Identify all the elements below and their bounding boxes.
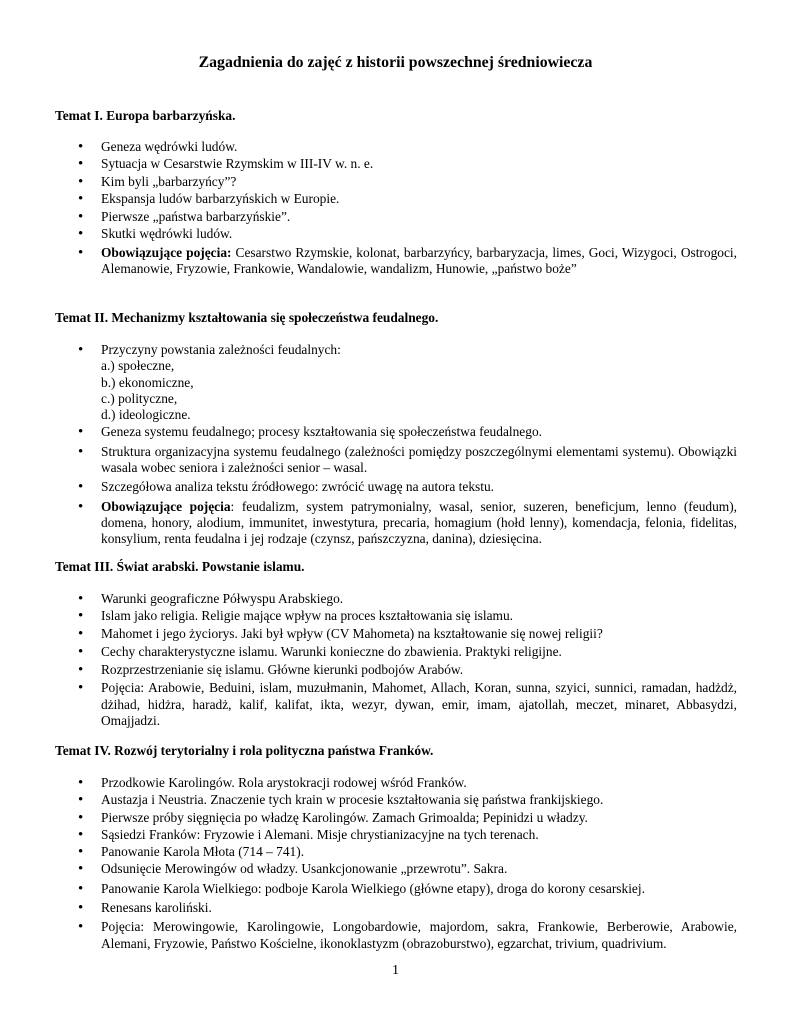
page-number: 1 — [392, 963, 399, 978]
list-item: • Odsunięcie Merowingów od władzy. Usankcjonowanie „przewrotu”. Sakra. — [101, 861, 737, 877]
list-item: • Panowanie Karola Młota (714 – 741). — [101, 844, 737, 860]
list-item: • Pojęcia: Merowingowie, Karolingowie, Longobardowie, majordom, sakra, Frankowie, Berberowie, Arabowie, Alemani, Fryzowie, Państwo Kościelne, ikonoklastyzm (obrazoburstwo), egzarchat, trivium, quadrivium. — [101, 919, 737, 952]
section-heading-1: Temat I. Europa barbarzyńska. — [55, 108, 236, 123]
list-item: • Obowiązujące pojęcia: feudalizm, system patrymonialny, wasal, senior, suzeren, beneficjum, lenno (feudum), domena, honory, alodium, immunitet, inwestytura, precaria, homagium (hołd lenny), komendacja, felonia, fidelitas, konsylium, renta feudalna i jej rodzaje (czynsz, pańszczyzna, danina), dziesięcina. — [101, 499, 737, 548]
list-item: • Mahomet i jego życiorys. Jaki był wpływ (CV Mahometa) na kształtowanie się nowej religii? — [101, 626, 737, 642]
list-item: • Warunki geograficzne Półwyspu Arabskiego. — [101, 591, 737, 607]
sub-item: d.) ideologiczne. — [101, 407, 191, 423]
section-1-list — [101, 139, 737, 277]
list-item: • Renesans karoliński. — [101, 900, 737, 916]
section-heading-2: Temat II. Mechanizmy kształtowania się społeczeństwa feudalnego. — [55, 310, 439, 325]
list-item: • Struktura organizacyjna systemu feudalnego (zależności pomiędzy poszczególnymi elementami systemu). Obowiązki wasala wobec seniora i zależności senior – wasal. — [101, 444, 737, 477]
list-item: • Cechy charakterystyczne islamu. Warunki konieczne do zbawienia. Praktyki religijne. — [101, 644, 737, 660]
section-3-list — [101, 591, 737, 729]
sub-item: c.) polityczne, — [101, 390, 178, 406]
list-item: • Szczegółowa analiza tekstu źródłowego: zwrócić uwagę na autora tekstu. — [101, 479, 737, 495]
list-item: • Austazja i Neustria. Znaczenie tych krain w procesie kształtowania się państwa frankijskiego. — [101, 792, 737, 808]
list-item: • Kim byli „barbarzyńcy”? — [101, 174, 737, 190]
list-item: • Przyczyny powstania zależności feudalnych: a.) społeczne, b.) ekonomiczne, c.) polityczne, d.) ideologiczne. — [101, 342, 737, 423]
sub-item: a.) społeczne, — [101, 358, 175, 374]
page-title: Zagadnienia do zajęć z historii powszechnej średniowiecza — [198, 54, 593, 71]
list-item: • Sytuacja w Cesarstwie Rzymskim w III-IV w. n. e. — [101, 156, 737, 172]
list-item: • Geneza systemu feudalnego; procesy kształtowania się społeczeństwa feudalnego. — [101, 424, 737, 440]
section-2-list — [101, 342, 737, 548]
list-item: • Skutki wędrówki ludów. — [101, 226, 737, 242]
sub-item: b.) ekonomiczne, — [101, 374, 194, 390]
list-item: • Przodkowie Karolingów. Rola arystokracji rodowej wśród Franków. — [101, 775, 737, 791]
section-heading-3: Temat III. Świat arabski. Powstanie islamu. — [55, 559, 305, 574]
list-item: • Rozprzestrzenianie się islamu. Główne kierunki podbojów Arabów. — [101, 662, 737, 678]
list-item: • Islam jako religia. Religie mające wpływ na proces kształtowania się islamu. — [101, 608, 737, 624]
section-4-list — [101, 775, 737, 952]
list-item: • Panowanie Karola Wielkiego: podboje Karola Wielkiego (główne etapy), droga do korony cesarskiej. — [101, 881, 737, 897]
list-item: • Sąsiedzi Franków: Fryzowie i Alemani. Misje chrystianizacyjne na tych terenach. — [101, 827, 737, 843]
list-item: • Geneza wędrówki ludów. — [101, 139, 737, 155]
section-heading-4: Temat IV. Rozwój terytorialny i rola polityczna państwa Franków. — [55, 743, 434, 758]
list-item: • Pojęcia: Arabowie, Beduini, islam, muzułmanin, Mahomet, Allach, Koran, sunna, szyici, sunnici, ramadan, hadżdż, dżihad, hidżra, haradż, kalif, kalifat, ikta, wezyr, dywan, emir, imam, ajatollah, meczet, minaret, Abbasydzi, Omajjadzi. — [101, 680, 737, 729]
list-item: • Obowiązujące pojęcia: Cesarstwo Rzymskie, kolonat, barbarzyńcy, barbaryzacja, limes, Goci, Wizygoci, Ostrogoci, Alemanowie, Fryzowie, Frankowie, Wandalowie, wandalizm, Hunowie, „państwo boże” — [101, 245, 737, 278]
list-item: • Pierwsze „państwa barbarzyńskie”. — [101, 209, 737, 225]
list-item: • Pierwsze próby sięgnięcia po władzę Karolingów. Zamach Grimoalda; Pepinidzi u władzy. — [101, 810, 737, 826]
list-item: • Ekspansja ludów barbarzyńskich w Europie. — [101, 191, 737, 207]
